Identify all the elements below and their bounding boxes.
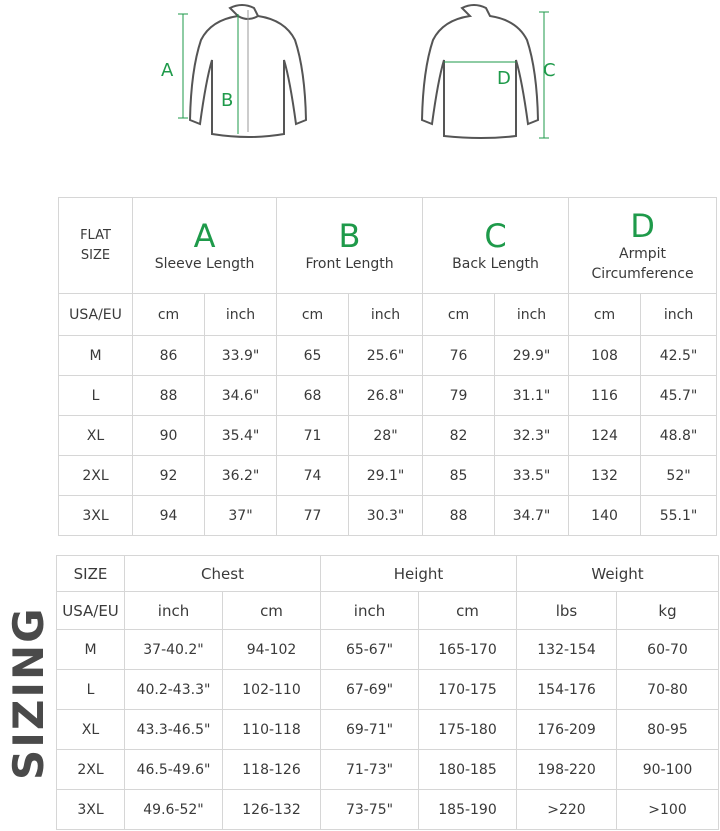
unit-cell: inch bbox=[495, 294, 569, 336]
value-cell: >100 bbox=[617, 790, 719, 830]
value-cell: 85 bbox=[423, 456, 495, 496]
value-cell: 32.3" bbox=[495, 416, 569, 456]
value-cell: 165-170 bbox=[419, 630, 517, 670]
weight-header: Weight bbox=[517, 556, 719, 592]
value-cell: 34.6" bbox=[205, 376, 277, 416]
value-cell: 102-110 bbox=[223, 670, 321, 710]
table-row bbox=[57, 750, 719, 790]
unit-cell: cm bbox=[569, 294, 641, 336]
value-cell: 132-154 bbox=[517, 630, 617, 670]
value-cell: 118-126 bbox=[223, 750, 321, 790]
unit-cell: inch bbox=[205, 294, 277, 336]
value-cell: 154-176 bbox=[517, 670, 617, 710]
flat-size-corner: FLAT SIZE bbox=[59, 198, 133, 294]
unit-cell: inch bbox=[321, 592, 419, 630]
value-cell: 94-102 bbox=[223, 630, 321, 670]
value-cell: 176-209 bbox=[517, 710, 617, 750]
value-cell: 69-71" bbox=[321, 710, 419, 750]
value-cell: 43.3-46.5" bbox=[125, 710, 223, 750]
value-cell: 65-67" bbox=[321, 630, 419, 670]
table-row bbox=[59, 496, 717, 536]
size-corner: SIZE bbox=[57, 556, 125, 592]
value-cell: 67-69" bbox=[321, 670, 419, 710]
flat-header-row bbox=[59, 198, 717, 294]
value-cell: 55.1" bbox=[641, 496, 717, 536]
value-cell: 140 bbox=[569, 496, 641, 536]
value-cell: 31.1" bbox=[495, 376, 569, 416]
value-cell: 33.9" bbox=[205, 336, 277, 376]
size-cell: M bbox=[59, 336, 133, 376]
value-cell: 34.7" bbox=[495, 496, 569, 536]
table-row bbox=[57, 790, 719, 830]
value-cell: 88 bbox=[133, 376, 205, 416]
unit-label: USA/EU bbox=[57, 592, 125, 630]
value-cell: 65 bbox=[277, 336, 349, 376]
value-cell: 46.5-49.6" bbox=[125, 750, 223, 790]
size-cell: 3XL bbox=[57, 790, 125, 830]
value-cell: 132 bbox=[569, 456, 641, 496]
size-cell: 3XL bbox=[59, 496, 133, 536]
front-jersey-diagram bbox=[0, 0, 720, 160]
size-cell: L bbox=[59, 376, 133, 416]
column-c-header: C Back Length bbox=[423, 198, 569, 294]
table-row bbox=[57, 630, 719, 670]
unit-cell: cm bbox=[223, 592, 321, 630]
value-cell: 71 bbox=[277, 416, 349, 456]
value-cell: 30.3" bbox=[349, 496, 423, 536]
sizing-side-label: SIZING bbox=[4, 606, 53, 780]
value-cell: 170-175 bbox=[419, 670, 517, 710]
value-cell: 80-95 bbox=[617, 710, 719, 750]
value-cell: 82 bbox=[423, 416, 495, 456]
unit-cell: cm bbox=[423, 294, 495, 336]
unit-cell: cm bbox=[419, 592, 517, 630]
size-cell: 2XL bbox=[59, 456, 133, 496]
size-cell: M bbox=[57, 630, 125, 670]
height-header: Height bbox=[321, 556, 517, 592]
value-cell: 49.6-52" bbox=[125, 790, 223, 830]
unit-label: USA/EU bbox=[59, 294, 133, 336]
body-size-table bbox=[56, 555, 719, 830]
value-cell: 77 bbox=[277, 496, 349, 536]
value-cell: 40.2-43.3" bbox=[125, 670, 223, 710]
value-cell: 29.1" bbox=[349, 456, 423, 496]
value-cell: 48.8" bbox=[641, 416, 717, 456]
value-cell: 35.4" bbox=[205, 416, 277, 456]
value-cell: 60-70 bbox=[617, 630, 719, 670]
value-cell: >220 bbox=[517, 790, 617, 830]
table-row bbox=[59, 336, 717, 376]
front-label-b: B bbox=[221, 90, 234, 111]
value-cell: 79 bbox=[423, 376, 495, 416]
value-cell: 88 bbox=[423, 496, 495, 536]
unit-cell: cm bbox=[133, 294, 205, 336]
value-cell: 52" bbox=[641, 456, 717, 496]
size-cell: L bbox=[57, 670, 125, 710]
value-cell: 33.5" bbox=[495, 456, 569, 496]
flat-measurement-table bbox=[58, 197, 717, 536]
value-cell: 110-118 bbox=[223, 710, 321, 750]
jersey-diagrams bbox=[0, 0, 720, 160]
column-a-header: A Sleeve Length bbox=[133, 198, 277, 294]
value-cell: 71-73" bbox=[321, 750, 419, 790]
value-cell: 74 bbox=[277, 456, 349, 496]
value-cell: 86 bbox=[133, 336, 205, 376]
table-row bbox=[57, 710, 719, 750]
table-row bbox=[59, 376, 717, 416]
size-cell: XL bbox=[57, 710, 125, 750]
column-b-header: B Front Length bbox=[277, 198, 423, 294]
unit-cell: inch bbox=[349, 294, 423, 336]
chest-header: Chest bbox=[125, 556, 321, 592]
flat-unit-row bbox=[59, 294, 717, 336]
value-cell: 175-180 bbox=[419, 710, 517, 750]
value-cell: 37" bbox=[205, 496, 277, 536]
value-cell: 90 bbox=[133, 416, 205, 456]
value-cell: 36.2" bbox=[205, 456, 277, 496]
value-cell: 26.8" bbox=[349, 376, 423, 416]
unit-cell: inch bbox=[125, 592, 223, 630]
size-cell: XL bbox=[59, 416, 133, 456]
value-cell: 42.5" bbox=[641, 336, 717, 376]
value-cell: 25.6" bbox=[349, 336, 423, 376]
unit-cell: lbs bbox=[517, 592, 617, 630]
value-cell: 124 bbox=[569, 416, 641, 456]
value-cell: 70-80 bbox=[617, 670, 719, 710]
value-cell: 73-75" bbox=[321, 790, 419, 830]
front-label-a: A bbox=[161, 60, 174, 81]
value-cell: 68 bbox=[277, 376, 349, 416]
value-cell: 90-100 bbox=[617, 750, 719, 790]
table-row bbox=[57, 670, 719, 710]
value-cell: 180-185 bbox=[419, 750, 517, 790]
value-cell: 28" bbox=[349, 416, 423, 456]
unit-cell: cm bbox=[277, 294, 349, 336]
value-cell: 126-132 bbox=[223, 790, 321, 830]
value-cell: 76 bbox=[423, 336, 495, 376]
value-cell: 37-40.2" bbox=[125, 630, 223, 670]
column-d-header: D Armpit Circumference bbox=[569, 198, 717, 294]
unit-cell: inch bbox=[641, 294, 717, 336]
value-cell: 198-220 bbox=[517, 750, 617, 790]
back-label-d: D bbox=[497, 68, 511, 89]
value-cell: 92 bbox=[133, 456, 205, 496]
size-header-row bbox=[57, 556, 719, 592]
table-row bbox=[59, 416, 717, 456]
value-cell: 29.9" bbox=[495, 336, 569, 376]
value-cell: 94 bbox=[133, 496, 205, 536]
back-label-c: C bbox=[543, 60, 556, 81]
value-cell: 116 bbox=[569, 376, 641, 416]
table-row bbox=[59, 456, 717, 496]
size-cell: 2XL bbox=[57, 750, 125, 790]
value-cell: 45.7" bbox=[641, 376, 717, 416]
size-unit-row bbox=[57, 592, 719, 630]
unit-cell: kg bbox=[617, 592, 719, 630]
value-cell: 185-190 bbox=[419, 790, 517, 830]
value-cell: 108 bbox=[569, 336, 641, 376]
